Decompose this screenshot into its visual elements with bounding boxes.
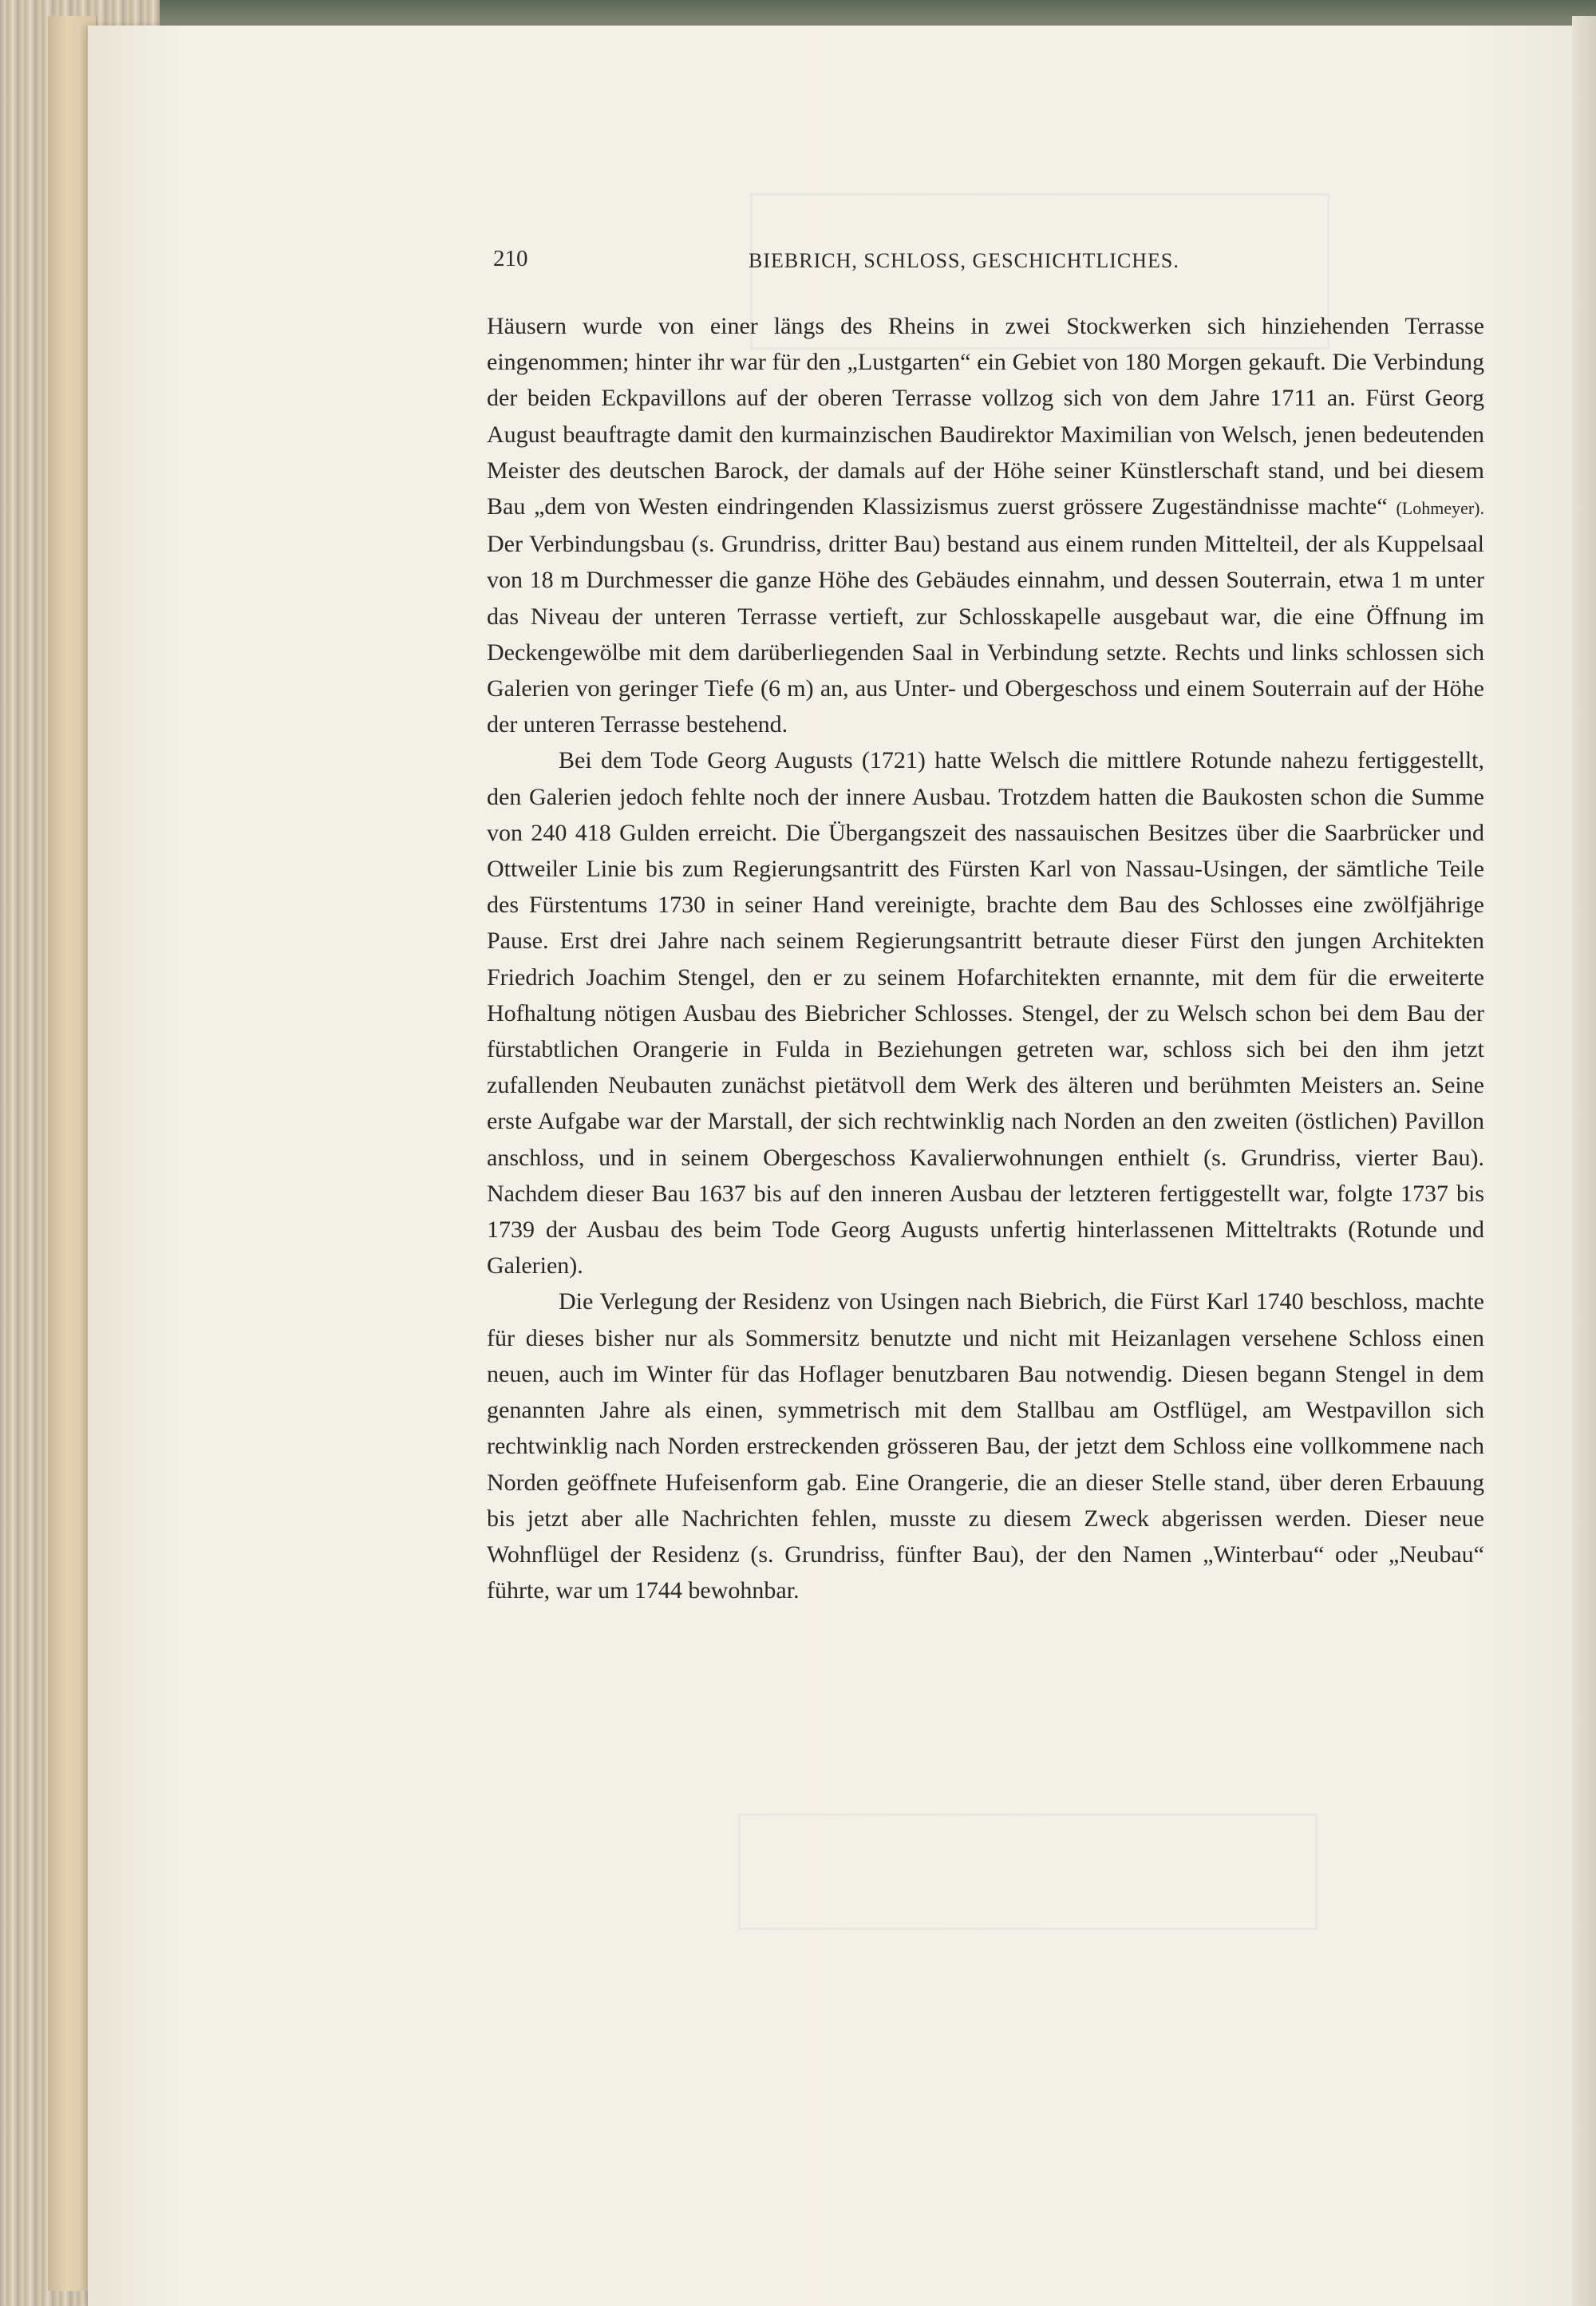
paragraph-1-text: Häusern wurde von einer längs des Rheins in zwei Stockwerken sich hinziehenden Terrasse eingenommen; hinter ihr war für den „Lustgarten“ ein Gebiet von 180 Morgen gekauft. Die Verbindung der beiden Eckpavillons auf der oberen Terrasse vollzog sich von dem Jahre 1711 an. Fürst Georg August beauftragte damit den kurmainzischen Baudirektor Maximilian von Welsch, jenen bedeutenden Meister des deutschen Barock, der damals auf der Höhe seiner Künstlerschaft stand, und bei diesem Bau „dem von Westen eindringenden Klassizismus zuerst grössere Zugeständnisse machte“ [487,313,1484,520]
showthrough-plan-bottom [738,1814,1317,1930]
running-title: BIEBRICH, SCHLOSS, GESCHICHTLICHES. [749,249,1179,272]
citation-lohmeyer: (Lohmeyer). [1396,498,1484,519]
book-binding-edge [0,0,1596,27]
running-head [493,246,1487,283]
paragraph-1-continued: Der Verbindungsbau (s. Grundriss, dritter Bau) bestand aus einem runden Mittelteil, der als Kuppelsaal von 18 m Durchmesser die ganze Höhe des Gebäudes einnahm, und dessen Souterrain, etwa 1 m unter das Niveau der unteren Terrasse vertieft, zur Schlosskapelle ausgebaut war, die eine Öffnung im Deckengewölbe mit dem darüberliegenden Saal in Verbindung setzte. Rechts und links schlossen sich Galerien von geringer Tiefe (6 m) an, aus Unter- und Obergeschoss und einem Souterrain auf der Höhe der unteren Terrasse bestehend. [487,531,1484,738]
paragraph-1 [487,308,1484,742]
page-right-margin [1572,16,1596,2306]
body-text [487,308,1484,1608]
paragraph-3: Die Verlegung der Residenz von Usingen nach Biebrich, die Fürst Karl 1740 beschloss, machte für dieses bisher nur als Sommersitz benutzte und nicht mit Heizanlagen versehene Schloss einen neuen, auch im Winter für das Hoflager benutzbaren Bau notwendig. Diesen begann Stengel in dem genannten Jahre als einen, symmetrisch mit dem Stallbau am Ostflügel, am Westpavillon sich rechtwinklig nach Norden erstreckenden grösseren Bau, der jetzt dem Schloss eine vollkommene nach Norden geöffnete Hufeisenform gab. Eine Orangerie, die an dieser Stelle stand, über deren Erbauung bis jetzt aber alle Nachrichten fehlen, musste zu diesem Zweck abgerissen werden. Dieser neue Wohnflügel der Residenz (s. Grundriss, fünfter Bau), der den Namen „Winterbau“ oder „Neubau“ führte, war um 1744 bewohnbar. [487,1288,1484,1604]
paragraph-2: Bei dem Tode Georg Augusts (1721) hatte Welsch die mittlere Rotunde nahezu fertiggestellt, den Galerien jedoch fehlte noch der innere Ausbau. Trotzdem hatten die Baukosten schon die Summe von 240 418 Gulden erreicht. Die Übergangszeit des nassauischen Besitzes über die Saarbrücker und Ottweiler Linie bis zum Regierungsantritt des Fürsten Karl von Nassau-Usingen, der sämtliche Teile des Fürstentums 1730 in seiner Hand vereinigte, brachte dem Bau des Schlosses eine zwölfjährige Pause. Erst drei Jahre nach seinem Regierungsantritt betraute dieser Fürst den jungen Architekten Friedrich Joachim Stengel, den er zu seinem Hofarchitekten ernannte, mit dem für die erweiterte Hofhaltung nötigen Ausbau des Biebricher Schlosses. Stengel, der zu Welsch schon bei dem Bau der fürstabtlichen Orangerie in Fulda in Beziehungen getreten war, schloss sich bei den ihm jetzt zufallenden Neubauten zunächst pietätvoll dem Werk des älteren und berühmten Meisters an. Seine erste Aufgabe war der Marstall, der sich rechtwinklig nach Norden an den zweiten (östlichen) Pavillon anschloss, und in seinem Obergeschoss Kavalierwohnungen enthielt (s. Grundriss, vierter Bau). Nachdem dieser Bau 1637 bis auf den inneren Ausbau der letzteren fertiggestellt war, folgte 1737 bis 1739 der Ausbau des beim Tode Georg Augusts unfertig hinterlassenen Mitteltrakts (Rotunde und Galerien). [487,747,1484,1280]
page-number: 210 [493,246,528,271]
